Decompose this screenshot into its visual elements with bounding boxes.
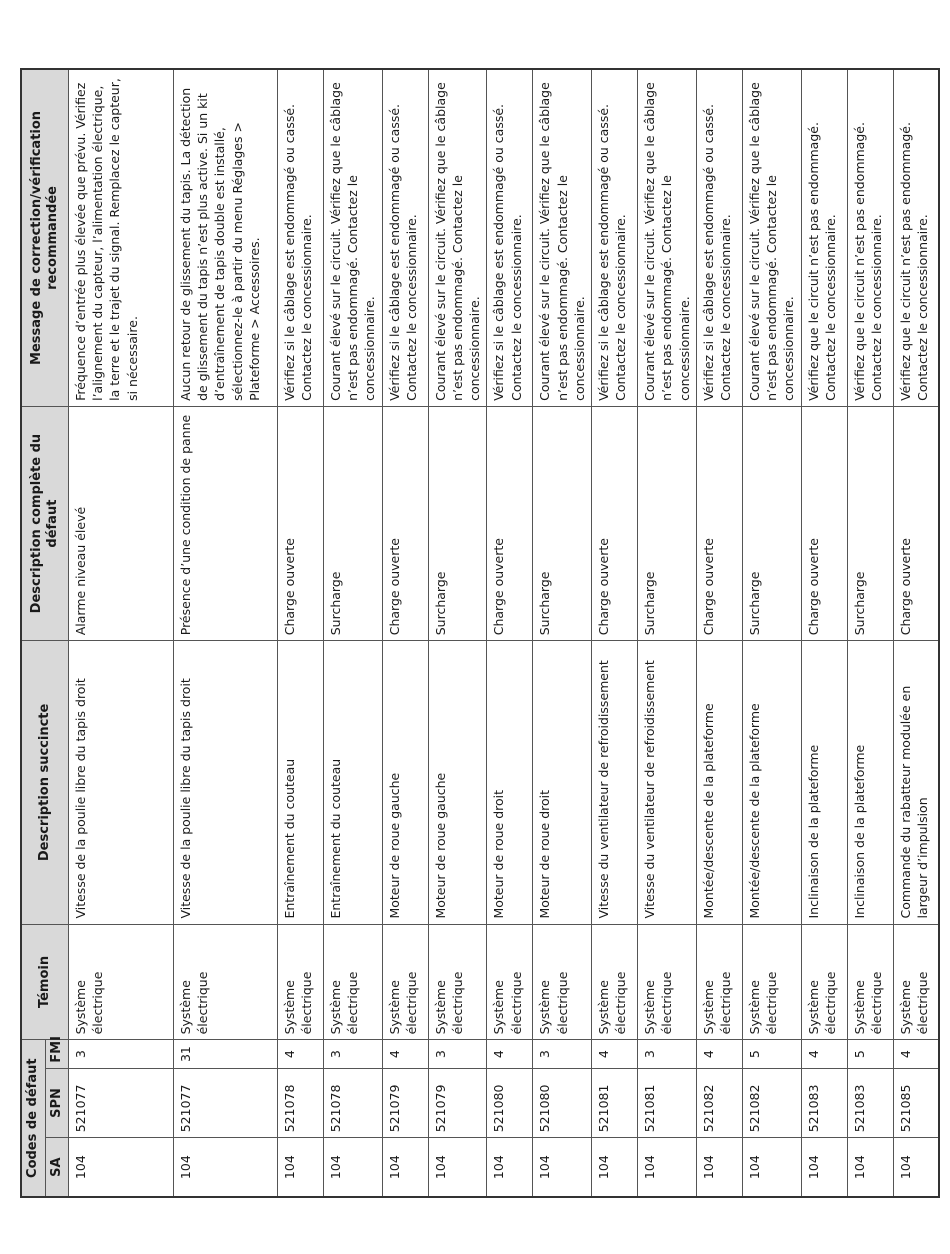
- header-spn: SPN: [45, 1068, 68, 1138]
- cell-short-description: Vitesse du ventilateur de refroidissement: [592, 641, 638, 924]
- cell-sa: 104: [742, 1138, 801, 1197]
- table-row: [533, 69, 592, 1197]
- cell-corrective-message: Vérifiez si le câblage est endommagé ou cassé. Contactez le concessionnaire.: [592, 69, 638, 406]
- cell-fmi: 4: [893, 1040, 939, 1068]
- cell-temoin: Système électrique: [428, 924, 487, 1040]
- cell-fmi: 3: [638, 1040, 697, 1068]
- cell-spn: 521081: [592, 1068, 638, 1138]
- header-temoin: Témoin: [21, 924, 68, 1040]
- fault-code-table: [20, 68, 940, 1198]
- cell-fmi: 4: [801, 1040, 847, 1068]
- cell-temoin: Système électrique: [382, 924, 428, 1040]
- cell-sa: 104: [68, 1138, 173, 1197]
- cell-sa: 104: [893, 1138, 939, 1197]
- cell-fmi: 3: [533, 1040, 592, 1068]
- cell-full-description: Surcharge: [742, 406, 801, 640]
- cell-temoin: Système électrique: [68, 924, 173, 1040]
- cell-full-description: Charge ouverte: [893, 406, 939, 640]
- cell-corrective-message: Fréquence d’entrée plus élevée que prévu. Vérifiez l’alignement du capteur, l’alimentation électrique, la terre et le trajet du signal. Remplacez le capteur, si nécessaire.: [68, 69, 173, 406]
- cell-fmi: 3: [323, 1040, 382, 1068]
- cell-corrective-message: Vérifiez que le circuit n’est pas endommagé. Contactez le concessionnaire.: [847, 69, 893, 406]
- cell-spn: 521082: [742, 1068, 801, 1138]
- cell-temoin: Système électrique: [801, 924, 847, 1040]
- header-full-description: Description complète du défaut: [21, 406, 68, 640]
- cell-full-description: Alarme niveau élevé: [68, 406, 173, 640]
- table-header: [21, 69, 68, 1197]
- cell-fmi: 5: [847, 1040, 893, 1068]
- cell-fmi: 4: [277, 1040, 323, 1068]
- cell-sa: 104: [323, 1138, 382, 1197]
- cell-sa: 104: [696, 1138, 742, 1197]
- cell-fmi: 31: [173, 1040, 277, 1068]
- cell-short-description: Moteur de roue droit: [533, 641, 592, 924]
- cell-spn: 521077: [173, 1068, 277, 1138]
- cell-short-description: Entraînement du couteau: [277, 641, 323, 924]
- cell-corrective-message: Courant élevé sur le circuit. Vérifiez que le câblage n’est pas endommagé. Contactez le concessionnaire.: [742, 69, 801, 406]
- cell-corrective-message: Vérifiez que le circuit n’est pas endommagé. Contactez le concessionnaire.: [801, 69, 847, 406]
- cell-spn: 521080: [533, 1068, 592, 1138]
- cell-fmi: 3: [428, 1040, 487, 1068]
- cell-temoin: Système électrique: [847, 924, 893, 1040]
- cell-corrective-message: Vérifiez si le câblage est endommagé ou cassé. Contactez le concessionnaire.: [277, 69, 323, 406]
- cell-sa: 104: [382, 1138, 428, 1197]
- cell-short-description: Vitesse de la poulie libre du tapis droit: [68, 641, 173, 924]
- cell-temoin: Système électrique: [487, 924, 533, 1040]
- cell-temoin: Système électrique: [638, 924, 697, 1040]
- cell-corrective-message: Courant élevé sur le circuit. Vérifiez que le câblage n’est pas endommagé. Contactez le concessionnaire.: [428, 69, 487, 406]
- cell-full-description: Surcharge: [847, 406, 893, 640]
- header-short-description: Description succincte: [21, 641, 68, 924]
- cell-full-description: Charge ouverte: [801, 406, 847, 640]
- cell-spn: 521078: [277, 1068, 323, 1138]
- cell-corrective-message: Vérifiez si le câblage est endommagé ou cassé. Contactez le concessionnaire.: [487, 69, 533, 406]
- cell-short-description: Moteur de roue droit: [487, 641, 533, 924]
- table-row: [487, 69, 533, 1197]
- cell-spn: 521079: [382, 1068, 428, 1138]
- table-row: [847, 69, 893, 1197]
- header-sa: SA: [45, 1138, 68, 1197]
- cell-full-description: Charge ouverte: [592, 406, 638, 640]
- rotated-page: [20, 68, 930, 1198]
- cell-corrective-message: Courant élevé sur le circuit. Vérifiez que le câblage n’est pas endommagé. Contactez le concessionnaire.: [533, 69, 592, 406]
- cell-corrective-message: Vérifiez si le câblage est endommagé ou cassé. Contactez le concessionnaire.: [696, 69, 742, 406]
- cell-spn: 521080: [487, 1068, 533, 1138]
- cell-full-description: Charge ouverte: [487, 406, 533, 640]
- cell-short-description: Montée/descente de la plateforme: [742, 641, 801, 924]
- cell-spn: 521085: [893, 1068, 939, 1138]
- header-fault-codes: Codes de défaut: [21, 1040, 45, 1197]
- cell-full-description: Surcharge: [323, 406, 382, 640]
- table-row: [592, 69, 638, 1197]
- table-row: [277, 69, 323, 1197]
- cell-spn: 521082: [696, 1068, 742, 1138]
- table-row: [801, 69, 847, 1197]
- cell-sa: 104: [638, 1138, 697, 1197]
- cell-fmi: 5: [742, 1040, 801, 1068]
- cell-full-description: Présence d’une condition de panne: [173, 406, 277, 640]
- header-fmi: FMI: [45, 1040, 68, 1068]
- cell-spn: 521077: [68, 1068, 173, 1138]
- cell-sa: 104: [847, 1138, 893, 1197]
- cell-corrective-message: Vérifiez que le circuit n’est pas endommagé. Contactez le concessionnaire.: [893, 69, 939, 406]
- cell-full-description: Surcharge: [428, 406, 487, 640]
- cell-corrective-message: Courant élevé sur le circuit. Vérifiez que le câblage n’est pas endommagé. Contactez le concessionnaire.: [638, 69, 697, 406]
- table-row: [68, 69, 173, 1197]
- cell-full-description: Surcharge: [533, 406, 592, 640]
- cell-corrective-message: Vérifiez si le câblage est endommagé ou cassé. Contactez le concessionnaire.: [382, 69, 428, 406]
- table-row: [323, 69, 382, 1197]
- cell-short-description: Vitesse du ventilateur de refroidissement: [638, 641, 697, 924]
- cell-short-description: Vitesse de la poulie libre du tapis droit: [173, 641, 277, 924]
- cell-spn: 521083: [801, 1068, 847, 1138]
- cell-temoin: Système électrique: [592, 924, 638, 1040]
- cell-fmi: 3: [68, 1040, 173, 1068]
- cell-full-description: Surcharge: [638, 406, 697, 640]
- cell-fmi: 4: [382, 1040, 428, 1068]
- table-row: [742, 69, 801, 1197]
- table-row: [893, 69, 939, 1197]
- cell-short-description: Inclinaison de la plateforme: [847, 641, 893, 924]
- cell-fmi: 4: [696, 1040, 742, 1068]
- cell-temoin: Système électrique: [173, 924, 277, 1040]
- table-row: [173, 69, 277, 1197]
- cell-temoin: Système électrique: [323, 924, 382, 1040]
- cell-fmi: 4: [487, 1040, 533, 1068]
- cell-temoin: Système électrique: [742, 924, 801, 1040]
- cell-short-description: Entraînement du couteau: [323, 641, 382, 924]
- cell-sa: 104: [277, 1138, 323, 1197]
- cell-corrective-message: Courant élevé sur le circuit. Vérifiez que le câblage n’est pas endommagé. Contactez le concessionnaire.: [323, 69, 382, 406]
- cell-full-description: Charge ouverte: [277, 406, 323, 640]
- cell-short-description: Moteur de roue gauche: [382, 641, 428, 924]
- cell-temoin: Système électrique: [533, 924, 592, 1040]
- cell-sa: 104: [173, 1138, 277, 1197]
- cell-spn: 521081: [638, 1068, 697, 1138]
- table-row: [428, 69, 487, 1197]
- cell-short-description: Inclinaison de la plateforme: [801, 641, 847, 924]
- header-corrective-message: Message de correction/vérification recommandée: [21, 69, 68, 406]
- cell-spn: 521079: [428, 1068, 487, 1138]
- cell-spn: 521083: [847, 1068, 893, 1138]
- table-row: [696, 69, 742, 1197]
- cell-sa: 104: [428, 1138, 487, 1197]
- table-row: [382, 69, 428, 1197]
- cell-sa: 104: [487, 1138, 533, 1197]
- cell-short-description: Commande du rabatteur modulée en largeur d’impulsion: [893, 641, 939, 924]
- cell-corrective-message: Aucun retour de glissement du tapis. La détection de glissement du tapis n’est plus active. Si un kit d’entraînement de tapis double est installé, sélectionnez-le à partir du menu Réglages > Plateforme > Accessoires.: [173, 69, 277, 406]
- cell-sa: 104: [801, 1138, 847, 1197]
- cell-full-description: Charge ouverte: [382, 406, 428, 640]
- table-row: [638, 69, 697, 1197]
- cell-temoin: Système électrique: [893, 924, 939, 1040]
- cell-short-description: Montée/descente de la plateforme: [696, 641, 742, 924]
- table-body: [68, 69, 939, 1197]
- cell-short-description: Moteur de roue gauche: [428, 641, 487, 924]
- cell-full-description: Charge ouverte: [696, 406, 742, 640]
- cell-sa: 104: [533, 1138, 592, 1197]
- cell-sa: 104: [592, 1138, 638, 1197]
- cell-fmi: 4: [592, 1040, 638, 1068]
- cell-temoin: Système électrique: [277, 924, 323, 1040]
- cell-spn: 521078: [323, 1068, 382, 1138]
- cell-temoin: Système électrique: [696, 924, 742, 1040]
